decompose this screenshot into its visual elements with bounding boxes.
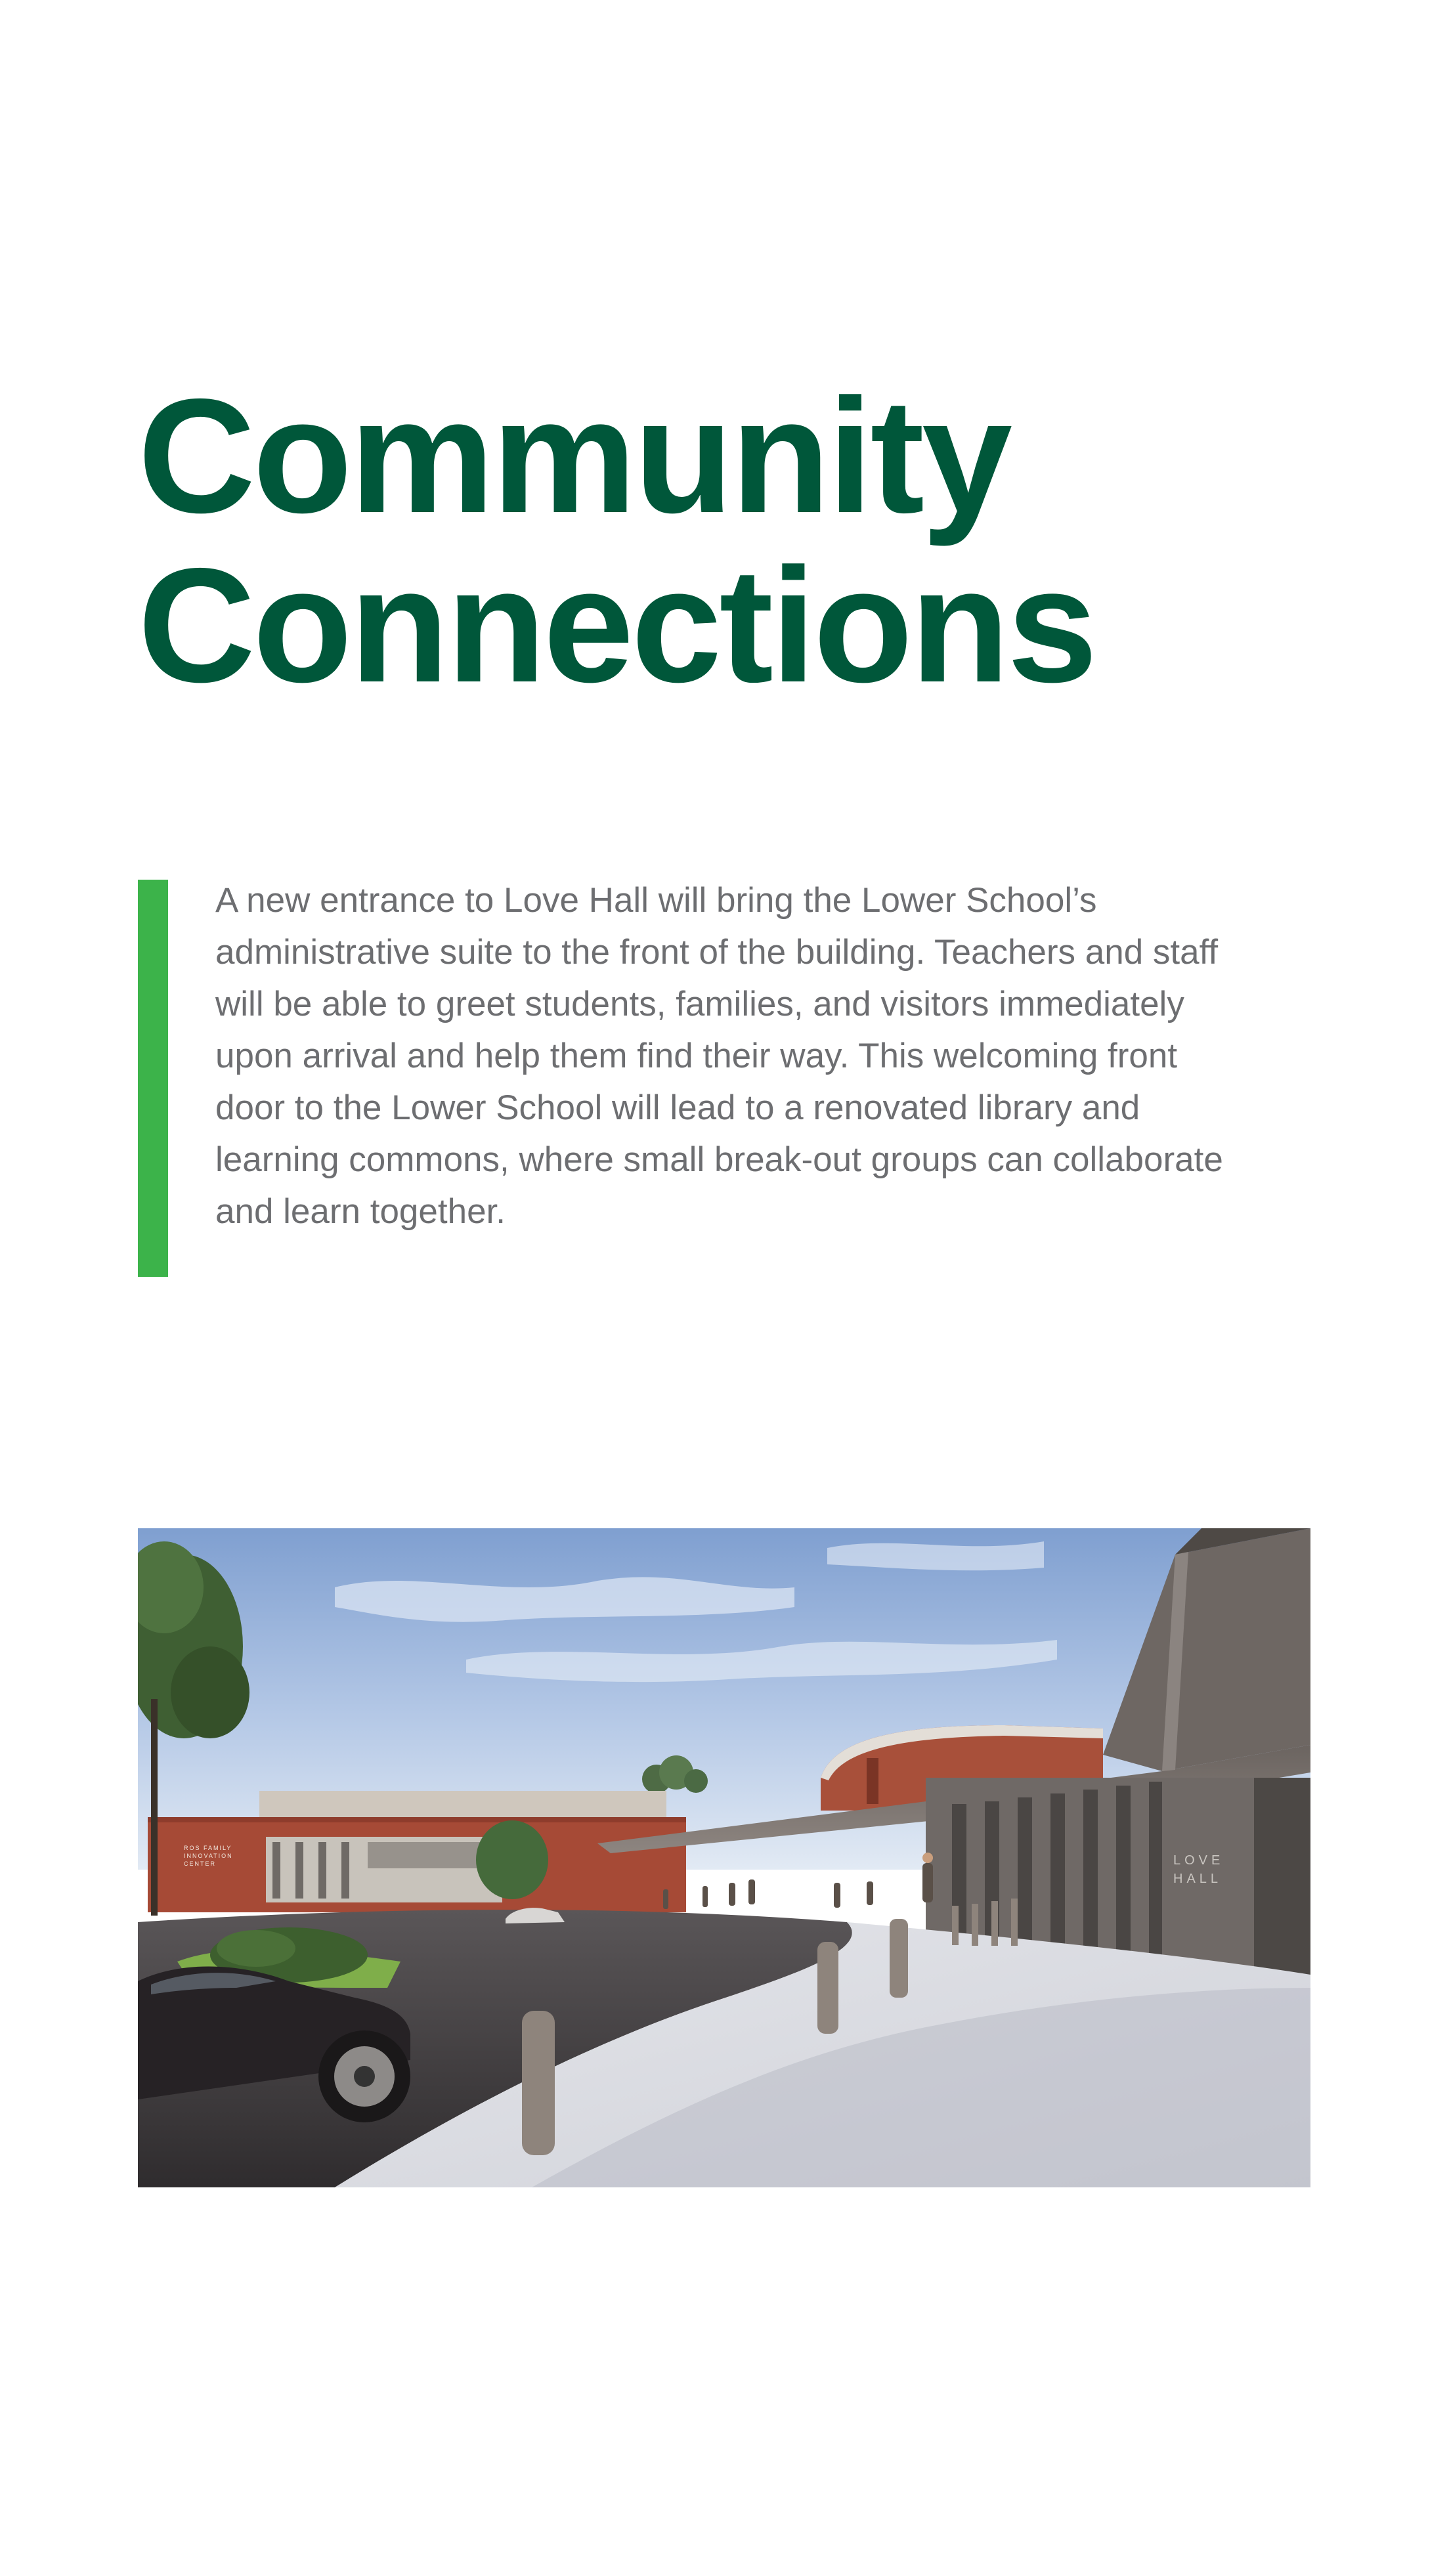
tree [476,1820,548,1899]
center-sign-line-2: INNOVATION [184,1853,233,1859]
page-title-line-1: Community [138,364,1010,547]
tree [684,1769,708,1793]
accent-bar [138,880,168,1277]
center-sign-line-1: ROS FAMILY [184,1845,232,1851]
page-title-line-2: Connections [138,534,1095,716]
cloud [827,1541,1044,1570]
page-title [138,364,1385,716]
body-paragraph: A new entrance to Love Hall will bring the Lower School’s administrative suite to the front of the building. Teachers and staff will be able to greet students, families, and visitors immediately upon arrival and help them find their way. This welcoming front door to the Lower School will lead to a renovated library and learning commons, where small break-out groups can collaborate and learn together. [215,881,1223,1231]
love-hall-rendering [138,1528,1310,2187]
rendering-illustration [138,1528,1310,2187]
love-hall-sign-line-2: HALL [1173,1872,1222,1886]
love-hall-sign-line-1: LOVE [1173,1853,1224,1868]
center-sign-line-3: CENTER [184,1860,217,1867]
building-upper-band [259,1791,666,1817]
body-callout [138,880,1287,1277]
